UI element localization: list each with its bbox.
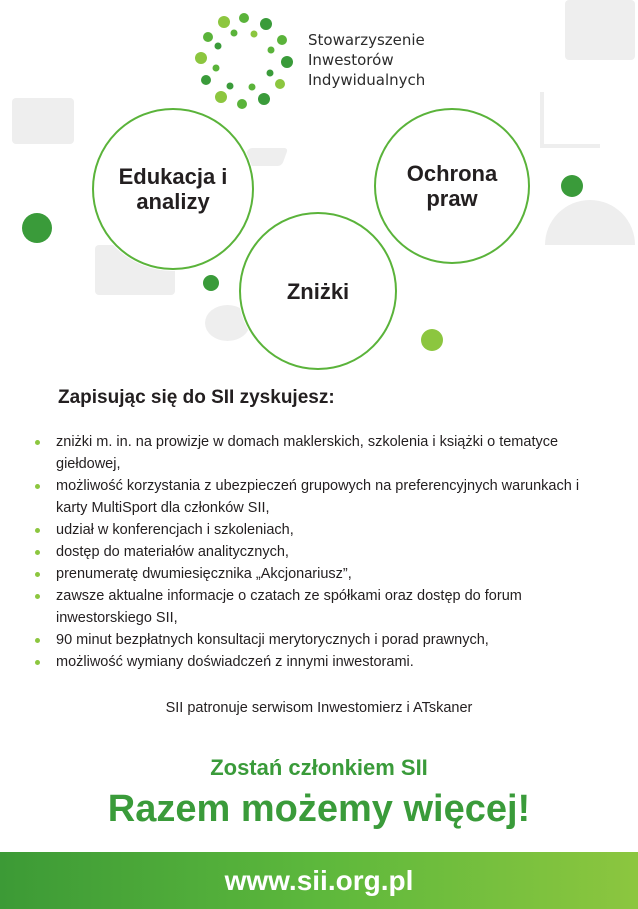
benefits-list: [33, 431, 593, 673]
decor-dot: [561, 175, 583, 197]
logo-line-2: Inwestorów: [308, 51, 394, 69]
list-item: 90 minut bezpłatnych konsultacji merytorycznych i porad prawnych,: [33, 629, 593, 651]
circle-discounts: [239, 212, 397, 370]
logo-line-1: Stowarzyszenie: [308, 31, 425, 49]
decor-dot: [421, 329, 443, 351]
circle-education: [92, 108, 254, 270]
document-icon: [12, 98, 74, 144]
logo-text: [308, 30, 425, 90]
list-item: możliwość korzystania z ubezpieczeń grupowych na preferencyjnych warunkach i karty MultiSport dla członków SII,: [33, 475, 593, 519]
list-item: udział w konferencjach i szkoleniach,: [33, 519, 593, 541]
decor-dot: [203, 275, 219, 291]
join-heading: Zostań członkiem SII: [210, 755, 428, 780]
footer-bar: [0, 852, 638, 909]
logo-line-3: Indywidualnych: [308, 71, 426, 89]
circle-rights: [374, 108, 530, 264]
website-link[interactable]: www.sii.org.pl: [224, 864, 414, 896]
list-item: dostęp do materiałów analitycznych,: [33, 541, 593, 563]
circle-rights-label: Ochrona praw: [406, 161, 498, 211]
list-item: możliwość wymiany doświadczeń z innymi inwestorami.: [33, 651, 593, 673]
chart-icon: [540, 92, 600, 148]
list-item: zniżki m. in. na prowizje w domach maklerskich, szkolenia i książki o tematyce giełdowej,: [33, 431, 593, 475]
circle-discounts-label: Zniżki: [286, 278, 350, 304]
list-item: zawsze aktualne informacje o czatach ze spółkami oraz dostęp do forum inwestorskiego SII,: [33, 585, 593, 629]
book-icon: [565, 0, 635, 60]
umbrella-icon: [545, 200, 635, 245]
slogan: Razem możemy więcej!: [107, 788, 531, 830]
decor-dot: [22, 213, 52, 243]
patronage-text: SII patronuje serwisom Inwestomierz i ATskaner: [165, 700, 473, 716]
sii-logo-icon: [194, 10, 294, 110]
circle-education-label: Edukacja i analizy: [118, 164, 228, 214]
benefits-heading: Zapisując się do SII zyskujesz:: [58, 387, 335, 408]
list-item: prenumeratę dwumiesięcznika „Akcjonariusz”,: [33, 563, 593, 585]
